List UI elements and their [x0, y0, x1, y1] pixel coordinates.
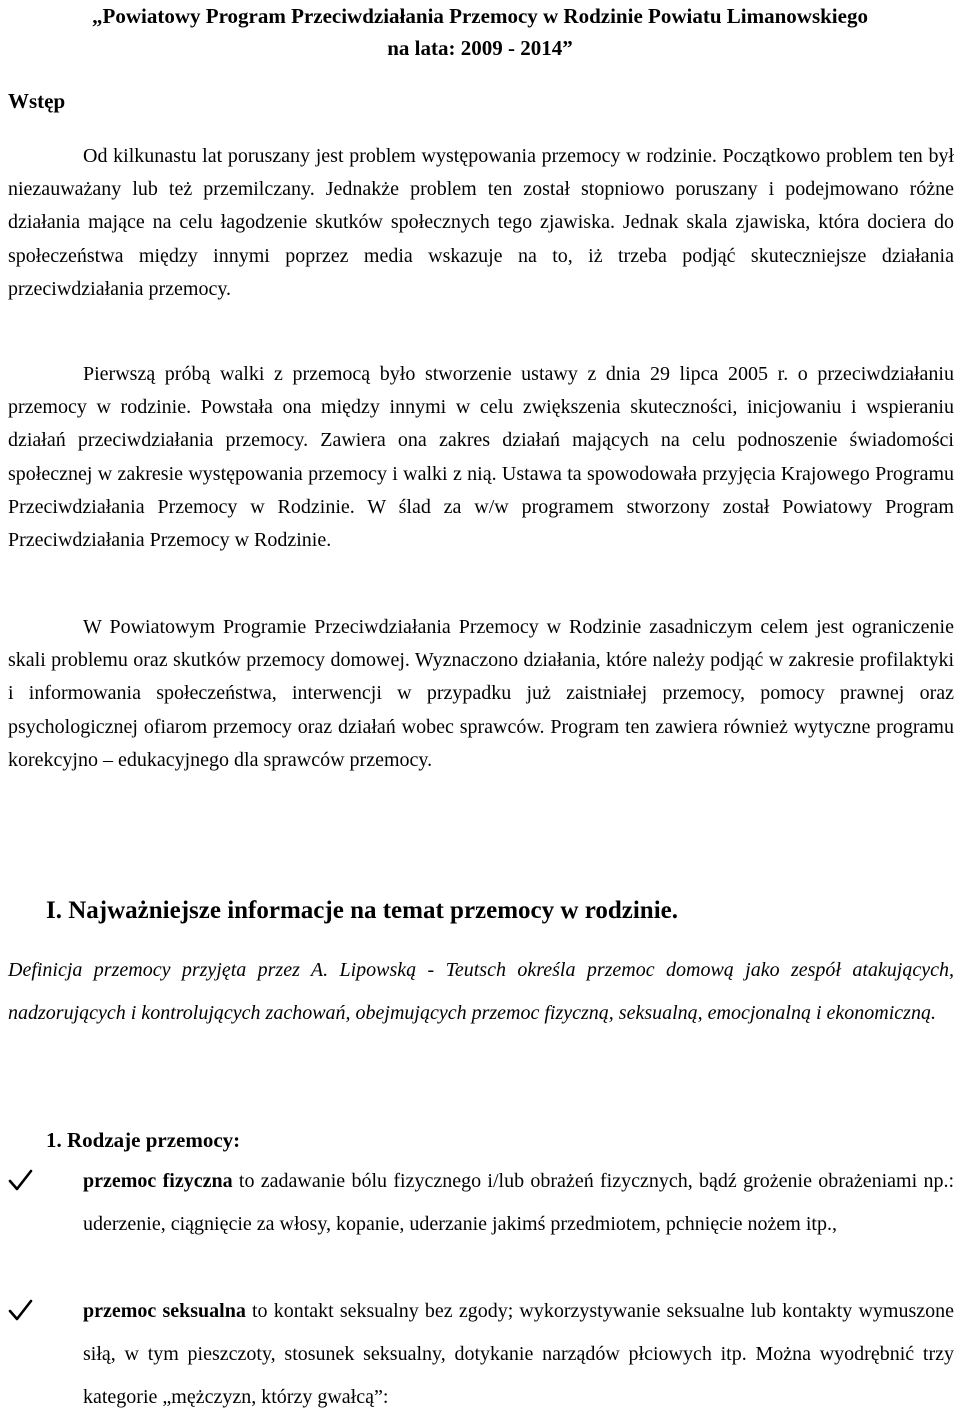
list-item-term: przemoc seksualna: [83, 1300, 246, 1322]
list-item-text: to kontakt seksualny bez zgody; wykorzystywanie seksualne lub kontakty wymuszone siłą, w tym pieszczoty, stosunek seksualny, dotykanie narządów płciowych itp. Można wyodrębnić trzy kategorie „mężczyzn, którzy gwałcą”:: [83, 1300, 954, 1408]
document-title-line-1: „Powiatowy Program Przeciwdziałania Przemocy w Rodzinie Powiatu Limanowskiego: [92, 4, 868, 28]
list-item: [8, 1160, 954, 1246]
document-title-line-2: na lata: 2009 - 2014”: [387, 36, 573, 60]
intro-paragraph-3: [8, 611, 954, 777]
section-heading: I. Najważniejsze informacje na temat przemocy w rodzinie.: [46, 897, 678, 924]
intro-paragraph-2-text: Pierwszą próbą walki z przemocą było stworzenie ustawy z dnia 29 lipca 2005 r. o przeciwdziałaniu przemocy w rodzinie. Powstała ona między innymi w celu zwiększenia skuteczności, inicjowaniu i wspieraniu działań przeciwdziałania przemocy. Zawiera ona zakres działań mających na celu podnoszenie świadomości społecznej w zakresie występowania przemocy i walki z nią. Ustawa ta spowodowała przyjęcia Krajowego Programu Przeciwdziałania Przemocy w Rodzinie. W ślad za w/w programem stworzony został Powiatowy Program Przeciwdziałania Przemocy w Rodzinie.: [8, 363, 954, 552]
intro-paragraph-1: [8, 140, 954, 306]
checkmark-icon: [8, 1290, 38, 1333]
intro-paragraph-2: [8, 358, 954, 557]
intro-heading: Wstęp: [8, 89, 66, 113]
list-item-term: przemoc fizyczna: [83, 1170, 233, 1192]
intro-paragraph-1-text: Od kilkunastu lat poruszany jest problem występowania przemocy w rodzinie. Początkowo problem ten był niezauważany lub też przemilczany. Jednakże problem ten został stopniowo poruszany i podejmowano różne działania mające na celu łagodzenie skutków społecznych tego zjawiska. Jednak skala zjawiska, która dociera do społeczeństwa między innymi poprzez media wskazuje na to, iż trzeba podjąć skuteczniejsze działania przeciwdziałania przemocy.: [8, 145, 954, 300]
intro-paragraph-3-text: W Powiatowym Programie Przeciwdziałania Przemocy w Rodzinie zasadniczym celem jest ograniczenie skali problemu oraz skutków przemocy domowej. Wyznaczono działania, które należy podjąć w zakresie profilaktyki i informowania społeczeństwa, interwencji w przypadku już zaistniałej przemocy, pomocy prawnej oraz psychologicznej ofiarom przemocy oraz działań wobec sprawców. Program ten zawiera również wytyczne programu korekcyjno – edukacyjnego dla sprawców przemocy.: [8, 616, 954, 771]
list-item: [8, 1290, 954, 1419]
definition-paragraph: Definicja przemocy przyjęta przez A. Lipowską - Teutsch określa przemoc domową jako zespół atakujących, nadzorujących i kontrolujących zachowań, obejmujących przemoc fizyczną, seksualną, emocjonalną i ekonomiczną.: [8, 959, 954, 1024]
subsection-heading: 1. Rodzaje przemocy:: [46, 1128, 241, 1152]
list-item-text: to zadawanie bólu fizycznego i/lub obrażeń fizycznych, bądź grożenie obrażeniami np.: uderzenie, ciągnięcie za włosy, kopanie, uderzanie jakimś przedmiotem, pchnięcie nożem itp.,: [83, 1170, 955, 1235]
checkmark-icon: [8, 1160, 38, 1203]
